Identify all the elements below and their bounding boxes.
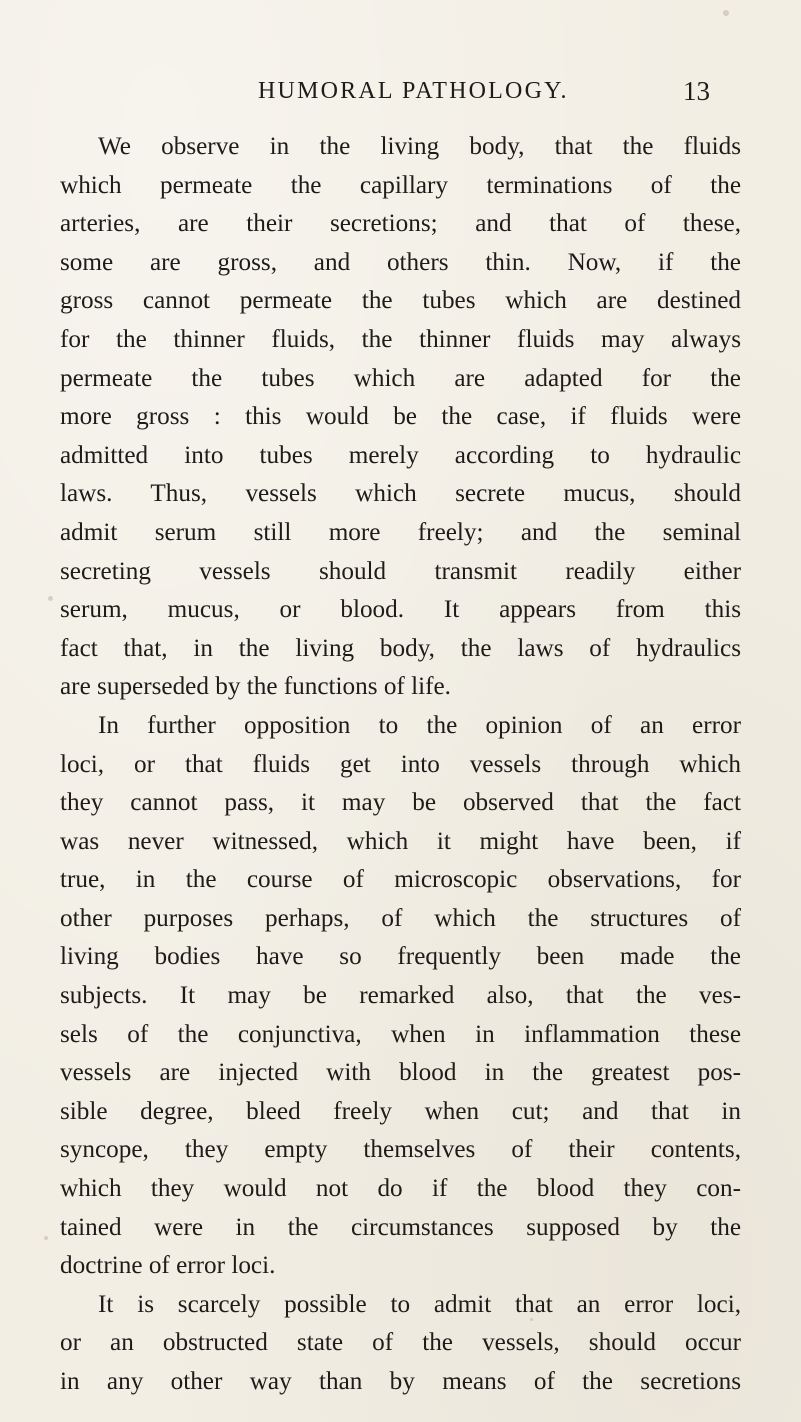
text-line: they cannot pass, it may be observed that the fact xyxy=(60,789,741,817)
text-line: permeate the tubes which are adapted for the xyxy=(60,364,741,392)
text-line: laws. Thus, vessels which secrete mucus, should xyxy=(60,480,741,508)
text-line: arteries, are their secretions; and that of these, xyxy=(60,210,741,238)
paper-speck xyxy=(530,1318,533,1321)
text-line: fact that, in the living body, the laws of hydraulics xyxy=(60,634,741,662)
text-line: in any other way than by means of the secretions xyxy=(60,1368,741,1395)
text-line: more gross : this would be the case, if fluids were xyxy=(60,403,741,431)
text-line: true, in the course of microscopic observations, for xyxy=(60,866,741,894)
text-line: It is scarcely possible to admit that an error loci, xyxy=(98,1290,741,1318)
text-line: In further opposition to the opinion of an error xyxy=(98,711,741,739)
paper-speck xyxy=(723,10,729,16)
running-head: HUMORAL PATHOLOGY. xyxy=(258,78,569,104)
text-line: living bodies have so frequently been made the xyxy=(60,943,741,971)
text-line: some are gross, and others thin. Now, if the xyxy=(60,248,741,276)
text-line: admitted into tubes merely according to hydraulic xyxy=(60,441,741,469)
text-line: gross cannot permeate the tubes which are destined xyxy=(60,287,741,315)
text-line: or an obstructed state of the vessels, should occur xyxy=(60,1329,741,1357)
paper-speck xyxy=(44,1236,48,1240)
page-number: 13 xyxy=(683,76,710,106)
text-line: which permeate the capillary terminations of the xyxy=(60,171,741,199)
text-line: which they would not do if the blood they con- xyxy=(60,1175,741,1203)
text-line: vessels are injected with blood in the greatest pos- xyxy=(60,1059,741,1087)
text-line: doctrine of error loci. xyxy=(60,1252,276,1280)
text-line: are superseded by the functions of life. xyxy=(60,673,451,701)
text-line: secreting vessels should transmit readily either xyxy=(60,557,741,585)
text-line: sible degree, bleed freely when cut; and that in xyxy=(60,1097,741,1125)
text-line: other purposes perhaps, of which the structures of xyxy=(60,904,741,932)
text-line: admit serum still more freely; and the seminal xyxy=(60,518,741,546)
text-line: sels of the conjunctiva, when in inflammation these xyxy=(60,1020,741,1048)
text-line: tained were in the circumstances supposed by the xyxy=(60,1213,741,1241)
text-line: serum, mucus, or blood. It appears from this xyxy=(60,596,741,624)
text-line: subjects. It may be remarked also, that the ves- xyxy=(60,982,741,1010)
text-line: was never witnessed, which it might have been, if xyxy=(60,827,741,855)
text-line: We observe in the living body, that the fluids xyxy=(98,133,741,160)
paper-speck xyxy=(48,596,53,601)
text-line: loci, or that fluids get into vessels through which xyxy=(60,750,741,778)
body-text xyxy=(60,128,741,1402)
text-line: syncope, they empty themselves of their contents, xyxy=(60,1136,741,1164)
text-line: for the thinner fluids, the thinner fluids may always xyxy=(60,325,741,353)
